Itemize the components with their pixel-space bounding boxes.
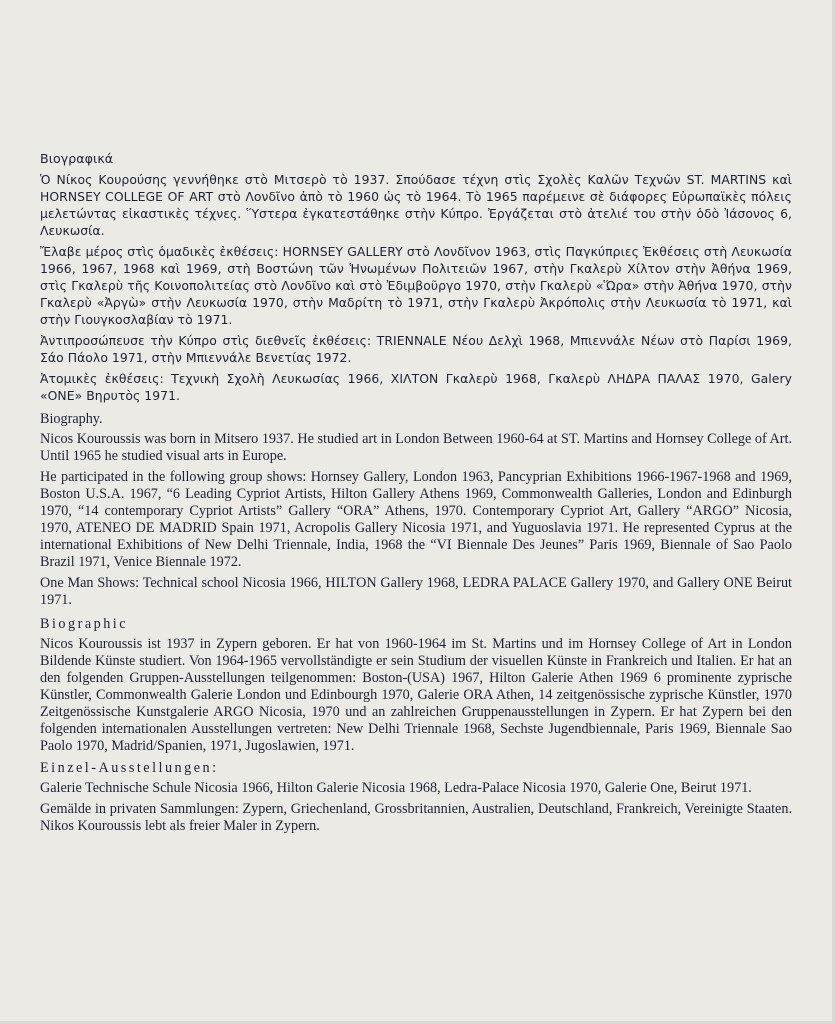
german-heading: Biographic — [40, 616, 129, 632]
english-heading: Biography. — [40, 411, 103, 427]
greek-international-paragraph: Ἀντιπροσώπευσε τὴν Κύπρο στὶς διεθνεῖς ἐκθέσεις: TRIENNALE Νέου Δελχὶ 1968, Μπιεννάλε Νέων στὸ Παρίσι 1969, Σάο Πάολο 1971, στὴν Μπιεννάλε Βενετίας 1972. — [40, 333, 792, 365]
english-bio-paragraph: Nicos Kouroussis was born in Mitsero 1937. He studied art in London Between 1960-64 at ST. Martins and Hornsey College of Art. Until 1965 he studied visual arts in Europe. — [40, 431, 792, 464]
greek-solo-paragraph: Ἀτομικὲς ἐκθέσεις: Τεχνικὴ Σχολὴ Λευκωσίας 1966, ΧΙΛΤΟΝ Γκαλερὺ 1968, Γκαλερὺ ΛΗΔΡΑ ΠΑΛΑΣ 1970, Galery «ONE» Βηρυτὸς 1971. — [40, 371, 792, 403]
english-solo-paragraph: One Man Shows: Technical school Nicosia 1966, HILTON Gallery 1968, LEDRA PALACE Gallery 1970, and Gallery ONE Beirut 1971. — [40, 575, 792, 608]
greek-group-exhibitions-paragraph: Ἔλαβε μέρος στὶς ὁμαδικὲς ἐκθέσεις: HORNSEY GALLERY στὸ Λονδῖνον 1963, στὶς Παγκύπριες Ἐκθέσεις στὴ Λευκωσία 1966, 1967, 1968 καὶ 1969, στὴ Βοστώνη τῶν Ἡνωμένων Πολιτειῶν 1967, στὴν Γκαλερὺ Χίλτον στὴν Ἀθήνα 1969, στὶς Γκαλερὺ τῆς Κοινοπολιτείας στὸ Λονδῖνο καὶ στὸ Ἐδιμβοῦργο 1970, στὴν Γκαλερὺ «Ὥρα» στὴν Ἀθήνα 1970, στὴν Γκαλερὺ «Ἀργὼ» στὴν Λευκωσία 1970, στὴν Μαδρίτη τὸ 1971, στὴν Γκαλερὺ Ἀκρόπολις στὴν Λευκωσία τὸ 1971, καὶ στὴν Γιουγκοσλαβίαν τὸ 1971. — [40, 244, 792, 327]
greek-heading: Βιογραφικά — [40, 151, 114, 166]
biography-text — [40, 150, 792, 839]
german-solo-paragraph: Galerie Technische Schule Nicosia 1966, Hilton Galerie Nicosia 1968, Ledra-Palace Nicosia 1970, Galerie One, Beirut 1971. — [40, 780, 752, 796]
german-collections-paragraph: Gemälde in privaten Sammlungen: Zypern, Griechenland, Grossbritannien, Australien, Deutschland, Frankreich, Vereinigte Staaten. Nikos Kouroussis lebt als freier Maler in Zypern. — [40, 801, 792, 834]
greek-bio-paragraph: Ὁ Νίκος Κουρούσης γεννήθηκε στὸ Μιτσερὸ τὸ 1937. Σπούδασε τέχνη στὶς Σχολὲς Καλῶν Τεχνῶν ST. MARTINS καὶ HORNSEY COLLEGE OF ART στὸ Λονδῖνο ἀπὸ τὸ 1960 ὡς τὸ 1964. Τὸ 1965 παρέμεινε σὲ διάφορες Εὐρωπαϊκὲς πόλεις μελετώντας εἰκαστικὲς τέχνες. Ὕστερα ἐγκατεστάθηκε στὴν Κύπρο. Ἐργάζεται στὸ ἀτελιέ του στὴν ὁδὸ Ἰάσονος 6, Λευκωσία. — [40, 172, 792, 238]
english-group-shows-paragraph: He participated in the following group shows: Hornsey Gallery, London 1963, Pancyprian Exhibitions 1966-1967-1968 and 1969, Boston U.S.A. 1967, “6 Leading Cypriot Artists, Hilton Gallery Athens 1969, Commonwealth Galleries, London and Edinburgh 1970, “14 contemporary Cypriot Artists” Gallery “ORA” Athens, 1970. Contemporary Cypriot Art, Gallery “ARGO” Nicosia, 1970, ATENEO DE MADRID Spain 1971, Acropolis Gallery Nicosia 1971, and Yuguoslavia 1971. He represented Cyprus at the international Exhibitions of New Delhi Triennale, India, 1968 the “VI Biennale Des Jeunes” Paris 1969, Biennale of Sao Paolo Brazil 1971, Venice Biennale 1972. — [40, 469, 792, 570]
german-solo-heading: Einzel-Ausstellungen: — [40, 760, 219, 776]
german-bio-paragraph: Nicos Kouroussis ist 1937 in Zypern geboren. Er hat von 1960-1964 im St. Martins und im Hornsey College of Art in London Bildende Künste studiert. Von 1964-1965 vervollständigte er sein Studium der visuellen Künste in Frankreich und Italien. Er hat an den folgenden Gruppen-Ausstellungen teilgenommen: Boston-(USA) 1967, Hilton Galerie Athen 1969 6 prominente zyprische Künstler, Commonwealth Galerie London und Edinbourgh 1970, Galerie ORA Athen, 14 zeitgenössische zyprische Künstler, 1970 Zeitgenössische Kunstgalerie ARGO Nicosia, 1970 und an zahlreichen Gruppenausstellungen in Zypern. Er hat Zypern bei den folgenden internationalen Ausstellungen vertreten: New Delhi Triennale 1968, Sechste Jugendbiennale, Paris 1969, Biennale Sao Paolo 1970, Madrid/Spanien, 1971, Jugoslawien, 1971. — [40, 636, 792, 754]
